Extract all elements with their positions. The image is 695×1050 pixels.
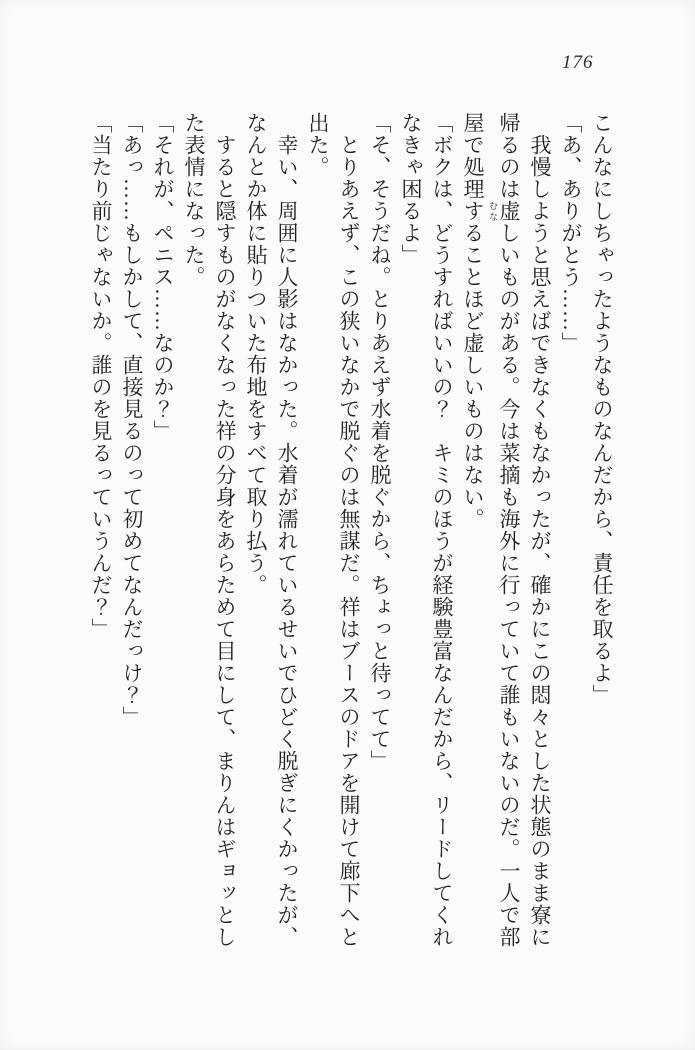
text-line: なんとか体に貼りついた布地をすべて取り払う。 bbox=[244, 112, 268, 596]
text-block bbox=[85, 112, 617, 954]
text-line: 幸い、周囲に人影はなかった。水着が濡れているせいでひどく脱ぎにくかったが、 bbox=[275, 134, 299, 948]
text-line: 「そ、そうだね。とりあえず水着を脱ぐから、ちょっと待ってて」 bbox=[368, 112, 392, 772]
text-line: 我慢しようと思えばできなくもなかったが、確かにこの悶々とした状態のまま寮に bbox=[528, 134, 552, 948]
text-line: 「ボクは、どうすればいいの？ キミのほうが経験豊富なんだから、リードしてくれ bbox=[430, 112, 454, 948]
text-line: こんなにしちゃったようなものなんだから、責任を取るよ」 bbox=[590, 112, 614, 706]
text-line: 「あ、ありがとう……」 bbox=[559, 112, 583, 354]
furigana: むな bbox=[488, 200, 498, 222]
text-line: とりあえず、この狭いなかで脱ぐのは無謀だ。祥はブースのドアを開けて廊下へと bbox=[337, 134, 361, 948]
text-line: 出た。 bbox=[306, 112, 330, 178]
text-line: すると隠すものがなくなった祥の分身をあらためて目にして、まりんはギョッとし bbox=[213, 134, 237, 948]
text-line: 屋で処理することほど虚しいものはない。 bbox=[461, 112, 485, 530]
text-line: 「あっ……もしかして、直接見るのって初めてなんだっけ？」 bbox=[120, 112, 144, 728]
text-line: なきゃ困るよ」 bbox=[399, 112, 423, 266]
text-line: 帰るのは虚むなしいものがある。今は菜摘も海外に行っていて誰もいないのだ。一人で部 bbox=[488, 112, 521, 948]
ruby-segment: 虚むな bbox=[488, 200, 521, 222]
page-number: 176 bbox=[562, 52, 594, 73]
text-line: た表情になった。 bbox=[182, 112, 206, 288]
text-line: 「それが、ペニス……なのか？」 bbox=[151, 112, 175, 442]
text-line: 「当たり前じゃないか。誰のを見るっていうんだ？」 bbox=[89, 112, 113, 640]
